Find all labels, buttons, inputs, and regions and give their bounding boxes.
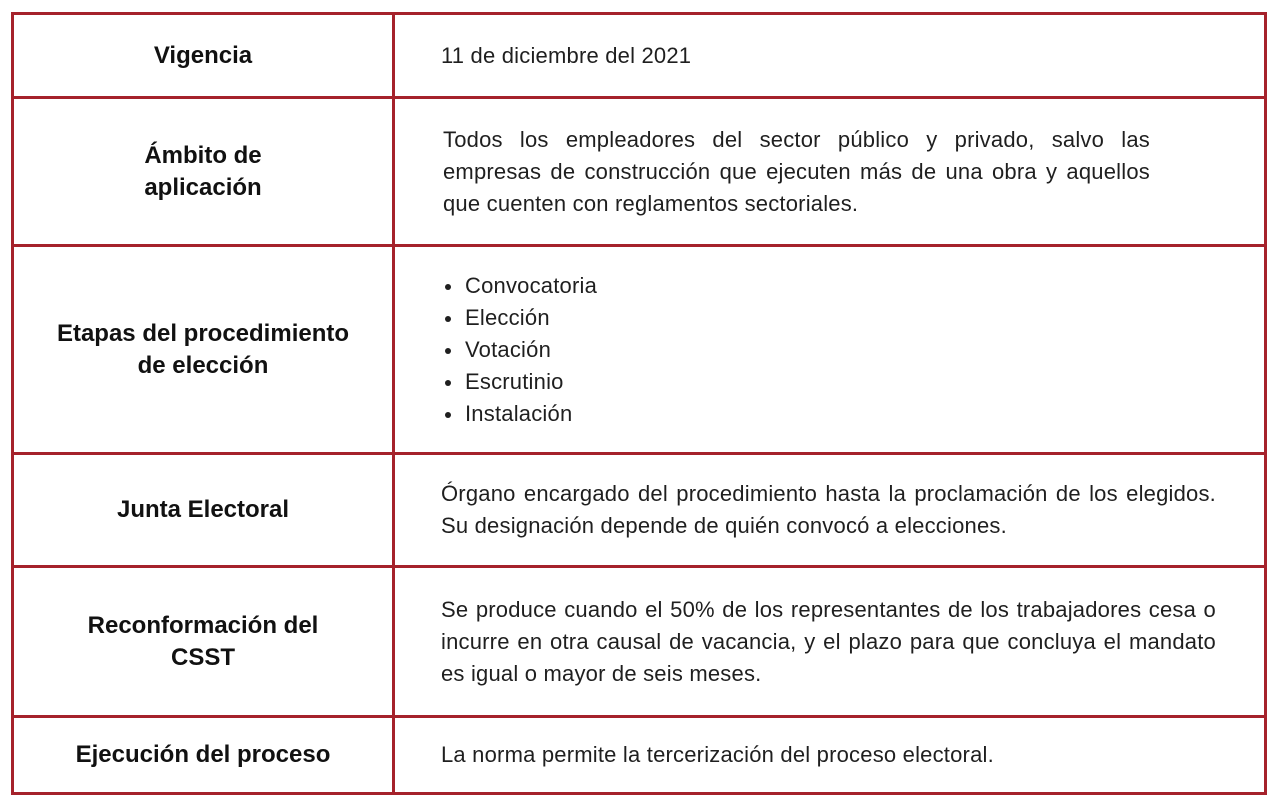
row-label-cell — [13, 717, 394, 794]
row-value: La norma permite la tercerización del proceso electoral. — [441, 742, 994, 767]
list-item: Convocatoria — [443, 270, 1264, 302]
row-value-cell — [394, 717, 1266, 794]
row-label: Junta Electoral — [116, 496, 290, 523]
row-label: Ejecución del proceso — [75, 741, 331, 768]
row-value-cell — [394, 246, 1266, 454]
stage-list — [395, 270, 1264, 430]
row-label: Etapas del procedimiento de elección — [56, 319, 350, 379]
table-row-junta — [13, 454, 1266, 567]
info-table — [11, 12, 1267, 795]
row-value-cell — [394, 14, 1266, 98]
row-value: Órgano encargado del procedimiento hasta la proclamación de los elegidos. Su designación depende de quién convocó a elecciones. — [441, 481, 1216, 538]
list-item: Votación — [443, 334, 1264, 366]
row-value-cell — [394, 454, 1266, 567]
list-item: Elección — [443, 302, 1264, 334]
row-value-cell — [394, 567, 1266, 717]
table-row-etapas — [13, 246, 1266, 454]
row-label: Ámbito de aplicación — [144, 141, 262, 201]
row-label: Reconformación del CSST — [87, 611, 319, 671]
table-row-reconformacion — [13, 567, 1266, 717]
row-label: Vigencia — [153, 41, 253, 69]
row-label-cell — [13, 454, 394, 567]
row-value: Todos los empleadores del sector público y privado, salvo las empresas de construcción que ejecuten más de una obra y aquellos que cuenten con reglamentos sectoriales. — [443, 126, 1150, 216]
table-row-ejecucion — [13, 717, 1266, 794]
row-value: 11 de diciembre del 2021 — [441, 42, 692, 68]
row-value-cell — [394, 98, 1266, 246]
table-row-vigencia — [13, 14, 1266, 98]
table-row-ambito — [13, 98, 1266, 246]
row-value: Se produce cuando el 50% de los representantes de los trabajadores cesa o incurre en otra causal de vacancia, y el plazo para que concluya el mandato es igual o mayor de seis meses. — [441, 596, 1216, 686]
row-label-cell — [13, 14, 394, 98]
row-label-cell — [13, 567, 394, 717]
row-label-cell — [13, 98, 394, 246]
list-item: Instalación — [443, 398, 1264, 430]
row-label-cell — [13, 246, 394, 454]
list-item: Escrutinio — [443, 366, 1264, 398]
